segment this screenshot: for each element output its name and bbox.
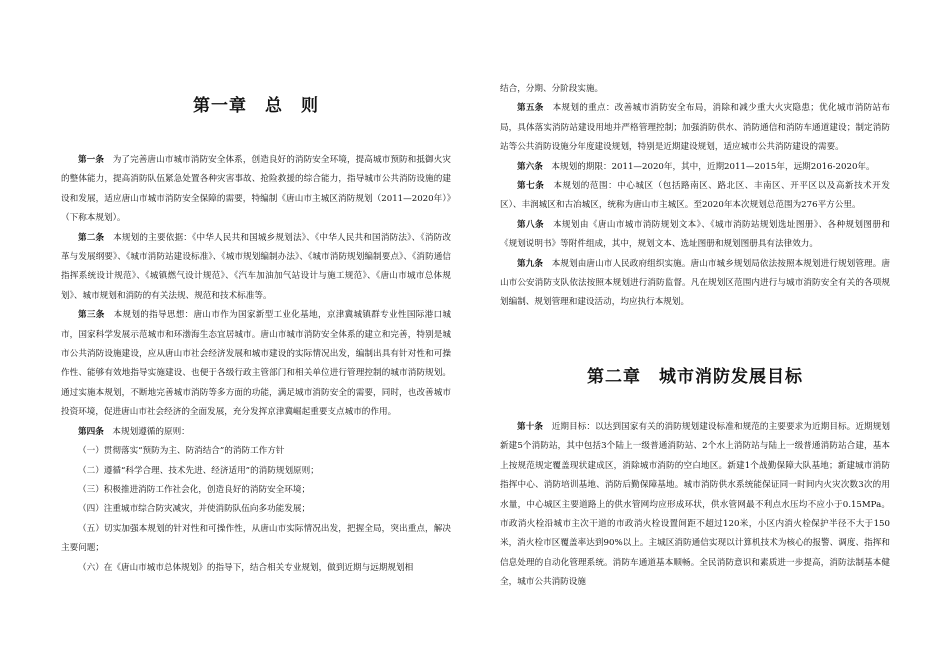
article-label: 第九条 — [517, 258, 544, 269]
chapter-1-title: 第一章 总 则 — [193, 96, 319, 116]
article-label: 第八条 — [517, 219, 544, 230]
article-text: 本规划的重点：改善城市消防安全布局，消除和减少重大火灾隐患；优化城市消防站布局，具体落实消防站建设用地并严格管理控制；加强消防供水、消防通信和消防车通道建设；制定消防站等公共消防设施分年度建设规划，特别是近期建设规划，适应城市公共消防建设的需要。 — [500, 103, 890, 153]
principle-2: （二）遵循“科学合理、技术先进、经济适用”的消防规划原则； — [78, 465, 319, 476]
article-1 — [61, 151, 451, 229]
article-label: 第四条 — [78, 426, 104, 437]
principle-1: （一）贯彻落实“预防为主、防消结合”的消防工作方针 — [78, 446, 285, 457]
article-5 — [500, 99, 890, 157]
article-label: 第十条 — [517, 422, 544, 432]
article-3 — [61, 306, 451, 422]
article-9 — [500, 255, 890, 313]
article-text: 本规划遵循的原则： — [112, 426, 190, 437]
principle-3: （三）积极推进消防工作社会化，创造良好的消防安全环境； — [78, 484, 311, 495]
article-7 — [500, 177, 890, 216]
principle-6: （六）在《唐山市城市总体规划》的指导下，结合相关专业规划，做到近期与远期规划相 — [78, 562, 414, 573]
right-body-bottom — [500, 418, 890, 593]
article-6 — [500, 158, 890, 177]
chapter-2-title: 第二章 城市消防发展目标 — [587, 367, 803, 387]
article-text: 本规划由《唐山市城市消防规划文本》、《城市消防站规划选址图册》、各种规划图册和《规划说明书》等附件组成，其中，规划文本、选址图册和规划图册具有法律效力。 — [500, 219, 890, 250]
article-label: 第六条 — [517, 161, 543, 172]
article-label: 第三条 — [78, 310, 105, 321]
article-text: 本规划的期限：2011—2020年，其中，近期2011—2015年，远期2016-2020年。 — [551, 161, 875, 172]
article-text: 本规划由唐山市人民政府组织实施。唐山市城乡规划局依法按照本规划进行规划管理。唐山市公安消防支队依法按照本规划进行消防监督。凡在规划区范围内进行与城市消防安全有关的各项规划编制、规划管理和建设活动，均应执行本规划。 — [500, 258, 890, 308]
article-text: 近期目标：以达到国家有关的消防规划建设标准和规范的主要要求为近期目标。近期规划新建5个消防站，其中包括3个陆上一级普通消防站、2个水上消防站与陆上一级普通消防站合建，基本上按规范规定覆盖现状建成区，消除城市消防的空白地区。新建1个战勤保障大队基地；新建城市消防指挥中心、消防培训基地、消防后勤保障基地。城市消防供水系统能保证同一时间内火灾次数3次的用水量，中心城区主要道路上的供水管网均应形成环状，供水管网最不利点水压均不应小于0.15MPa。市政消火栓沿城市主次干道的市政消火栓设置间距不超过120米，小区内消火栓保护半径不大于150米，消火栓市区覆盖率达到90%以上。主城区消防通信实现以计算机技术为核心的报警、调度、指挥和信息处理的自动化管理系统。消防车通道基本顺畅。全民消防意识和素质进一步提高，消防法制基本健全，城市公共消防设施 — [500, 422, 890, 588]
article-label: 第一条 — [78, 155, 105, 165]
article-text: 本规划的范围：中心城区（包括路南区、路北区、丰南区、开平区以及高新技术开发区）、丰润城区和古冶城区，统称为唐山市主城区。至2020年本次规划总范围为276平方公里。 — [500, 181, 890, 211]
article-text: 本规划的指导思想：唐山市作为国家新型工业化基地，京津冀城镇群专业性国际港口城市，国家科学发展示范城市和环渤海生态宜居城市。唐山市城市消防安全体系的建立和完善，特别是城市公共消防设施建设，应从唐山市社会经济发展和城市建设的实际情况出发，编制出具有针对性和可操作性、能够有效地指导实施建设、也便于各级行政主管部门和相关单位进行管理控制的城市消防规划。通过实施本规划，不断地完善城市消防等多方面的功能，满足城市消防安全的需要，同时，也改善城市投资环境，促进唐山市社会经济的全面发展，充分发挥京津冀崛起重要支点城市的作用。 — [61, 310, 451, 418]
article-4 — [61, 423, 451, 442]
article-label: 第七条 — [517, 181, 545, 192]
article-text: 为了完善唐山市城市消防安全体系，创造良好的消防安全环境，提高城市预防和抵御火灾的整体能力，提高消防队伍紧急处置各种灾害事故、抢险救援的综合能力，指导城市公共消防设施的建设和发展，适应唐山市城市消防安全保障的需要，特编制《唐山市主城区消防规划（2011—2020年）》（下称本规划）。 — [61, 155, 451, 224]
article-10 — [500, 418, 890, 593]
article-8 — [500, 216, 890, 255]
article-text: 本规划的主要依据：《中华人民共和国城乡规划法》、《中华人民共和国消防法》、《消防改革与发展纲要》、《城市消防站建设标准》、《城市规划编制办法》、《城市消防规划编制要点》、《消防通信指挥系统设计规范》、《城镇燃气设计规范》、《汽车加油加气站设计与施工规范》、《唐山市城市总体规划》、城市规划和消防的有关法规、规范和技术标准等。 — [61, 232, 451, 301]
article-2 — [61, 229, 451, 307]
right-body-top — [500, 80, 890, 313]
continuation-text: 结合，分期、分阶段实施。 — [500, 84, 604, 94]
principle-5: （五）切实加强本规划的针对性和可操作性，从唐山市实际情况出发，把握全局，突出重点，解决主要问题； — [61, 523, 451, 554]
left-body — [61, 151, 451, 578]
principle-4: （四）注重城市综合防灾减灾，并使消防队伍向多功能发展； — [78, 504, 311, 515]
article-label: 第二条 — [78, 232, 105, 243]
article-label: 第五条 — [517, 103, 544, 114]
